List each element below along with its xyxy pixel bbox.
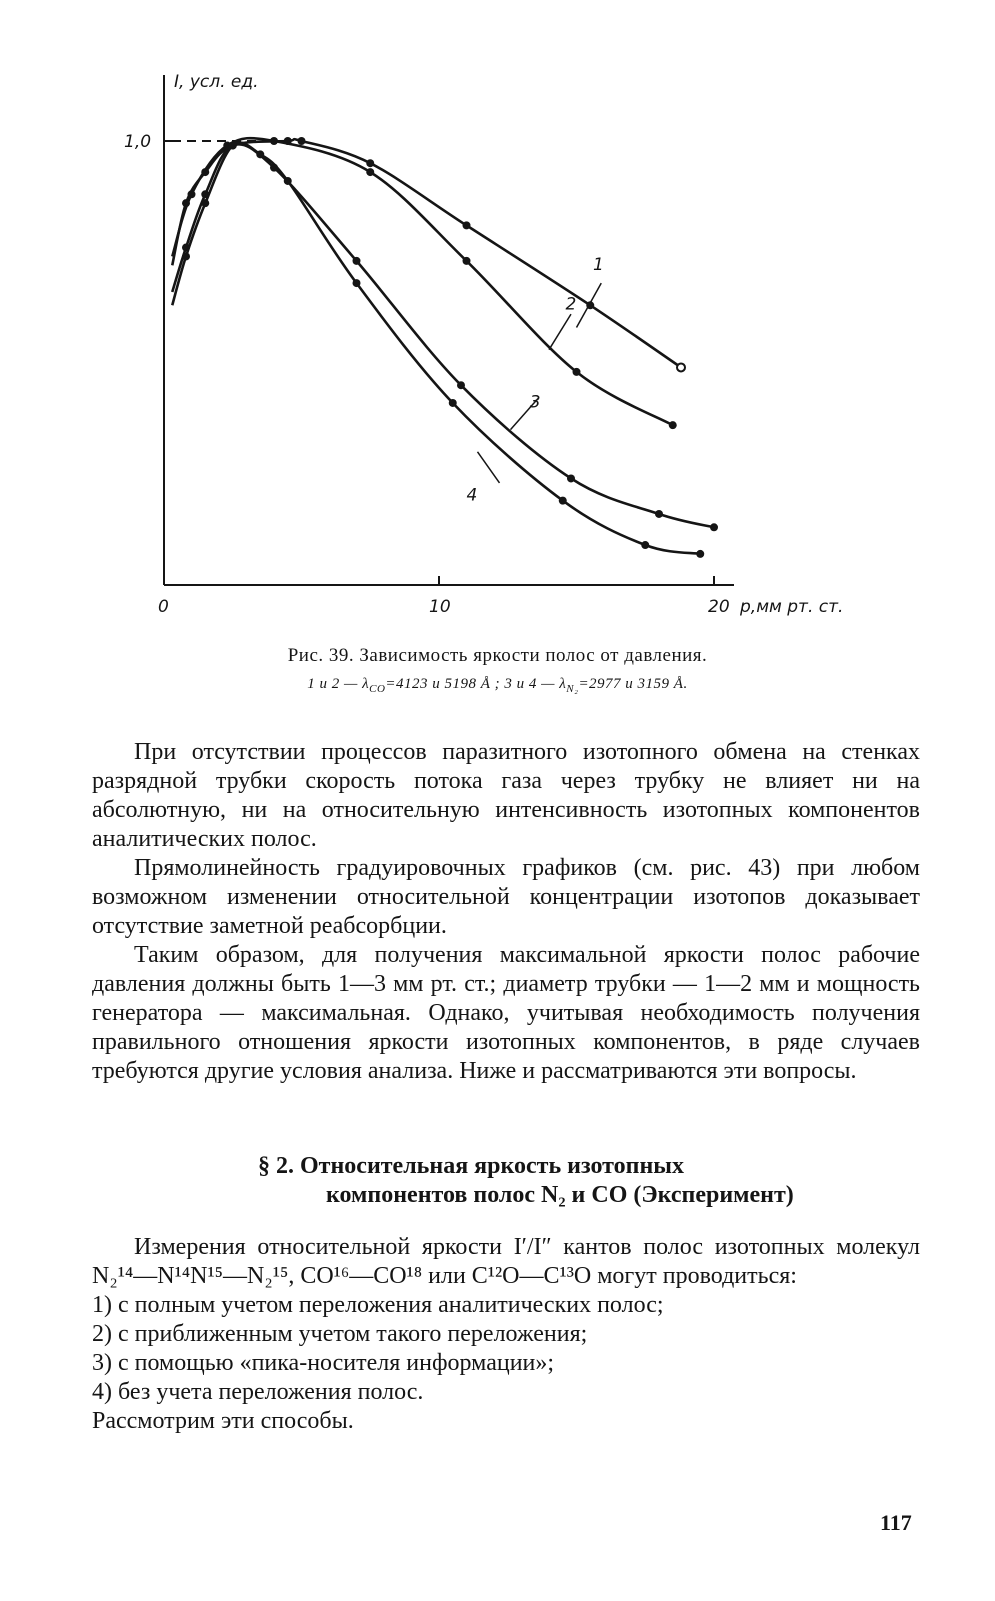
curve-2-point [188, 190, 196, 198]
curve-2-point [463, 257, 471, 265]
curve-3-point [655, 510, 663, 518]
curve-4-label: 4 [466, 485, 478, 506]
paragraph-2: Прямолинейность градуировочных графиков (см. рис. 43) при любом возможном изменении относительной концентрации изотопов доказывает отсутствие заметной реабсорбции. [92, 855, 920, 939]
curve-3 [172, 144, 714, 527]
figure-caption: Рис. 39. Зависимость яркости полос от давления. [287, 645, 708, 666]
caption-part-b: =4123 и 5198 Å ; 3 и 4 — λ [385, 676, 567, 692]
curve-3-point [567, 474, 575, 482]
curve-4-point [449, 399, 457, 407]
curve-3-point [353, 257, 361, 265]
intro-paragraph: Измерения относительной яркости I′/I″ кантов полос изотопных молекул N₂¹⁴—N¹⁴N¹⁵—N₂¹⁵, CO¹⁶—CO¹⁸ или C¹²O—C¹³O могут проводиться: [92, 1234, 920, 1289]
caption-part-a: 1 и 2 — λ [307, 676, 370, 692]
curve-4-point [641, 541, 649, 549]
curve-1-point [298, 137, 306, 145]
list-item: 4) без учета переложения полос. [92, 1379, 424, 1405]
x-tick-label-10: 10 [429, 597, 451, 617]
curve-3-label: 3 [529, 392, 541, 413]
caption-part-c: =2977 и 3159 Å. [578, 676, 688, 692]
caption-sub-n2: N₂ [566, 683, 579, 695]
list-item: 3) с помощью «пика-носителя информации»; [92, 1350, 555, 1376]
paragraph-3: Таким образом, для получения максимальной яркости полос рабочие давления должны быть 1—3 мм рт. ст.; диаметр трубки — 1—2 мм и мощность генератора — максимальная. Однако, учитывая необходимость получения правильного отношения яркости изотопных компонентов, в ряде случаев требуются другие условия анализа. Ниже и рассматриваются эти вопросы. [92, 942, 920, 1084]
curve-1 [172, 139, 681, 367]
curve-4-point [201, 199, 209, 207]
curve-4-point [284, 177, 292, 185]
x-tick-label-0: 0 [158, 597, 169, 617]
caption-sub-co: CO [369, 683, 386, 695]
section-heading-line-2: компонентов полос N₂ и CO (Эксперимент) [326, 1182, 794, 1208]
curve-4-label-leader [478, 452, 500, 483]
x-tick-label-20: 20 [708, 597, 730, 617]
section-heading-line-1: § 2. Относительная яркость изотопных [258, 1153, 685, 1179]
page-number: 117 [880, 1510, 912, 1535]
curve-4-point [353, 279, 361, 287]
curves-layer [172, 137, 718, 558]
section-heading [258, 1152, 918, 1210]
closing-line: Рассмотрим эти способы. [92, 1408, 354, 1434]
y-axis-label: I, усл. ед. [174, 72, 259, 92]
curve-2 [172, 138, 673, 425]
y-tick-label: 1,0 [124, 132, 152, 152]
body-text [92, 738, 920, 1086]
curve-4-point [696, 550, 704, 558]
curve-1-point [366, 159, 374, 167]
x-axis-label: p,мм рт. ст. [740, 597, 844, 617]
curve-3-point [457, 381, 465, 389]
list-item: 1) с полным учетом переложения аналитических полос; [92, 1292, 664, 1318]
curve-4-point [229, 141, 237, 149]
list-item: 2) с приближенным учетом такого переложения; [92, 1321, 588, 1347]
curve-3-point [710, 523, 718, 531]
curve-2-label: 2 [565, 294, 577, 315]
curve-1-label-leader [577, 283, 602, 327]
figure-caption-legend [0, 676, 995, 695]
curve-1-point [463, 221, 471, 229]
curve-2-label-leader [549, 314, 571, 350]
curve-1-point [677, 363, 685, 371]
measurement-section [92, 1233, 920, 1436]
curve-4-point [256, 150, 264, 158]
curve-4-point [559, 497, 567, 505]
curve-2-point [366, 168, 374, 176]
methods-list [92, 1291, 920, 1407]
curve-2-point [669, 421, 677, 429]
curve-2-point [573, 368, 581, 376]
paragraph-1: При отсутствии процессов паразитного изотопного обмена на стенках разрядной трубки скорость потока газа через трубку не влияет ни на абсолютную, ни на относительную интенсивность изотопных компонентов аналитических полос. [92, 739, 920, 852]
figure-39-chart [124, 55, 900, 655]
curve-4-point [182, 252, 190, 260]
curve-2-point [270, 137, 278, 145]
curve-1-label: 1 [593, 254, 604, 275]
